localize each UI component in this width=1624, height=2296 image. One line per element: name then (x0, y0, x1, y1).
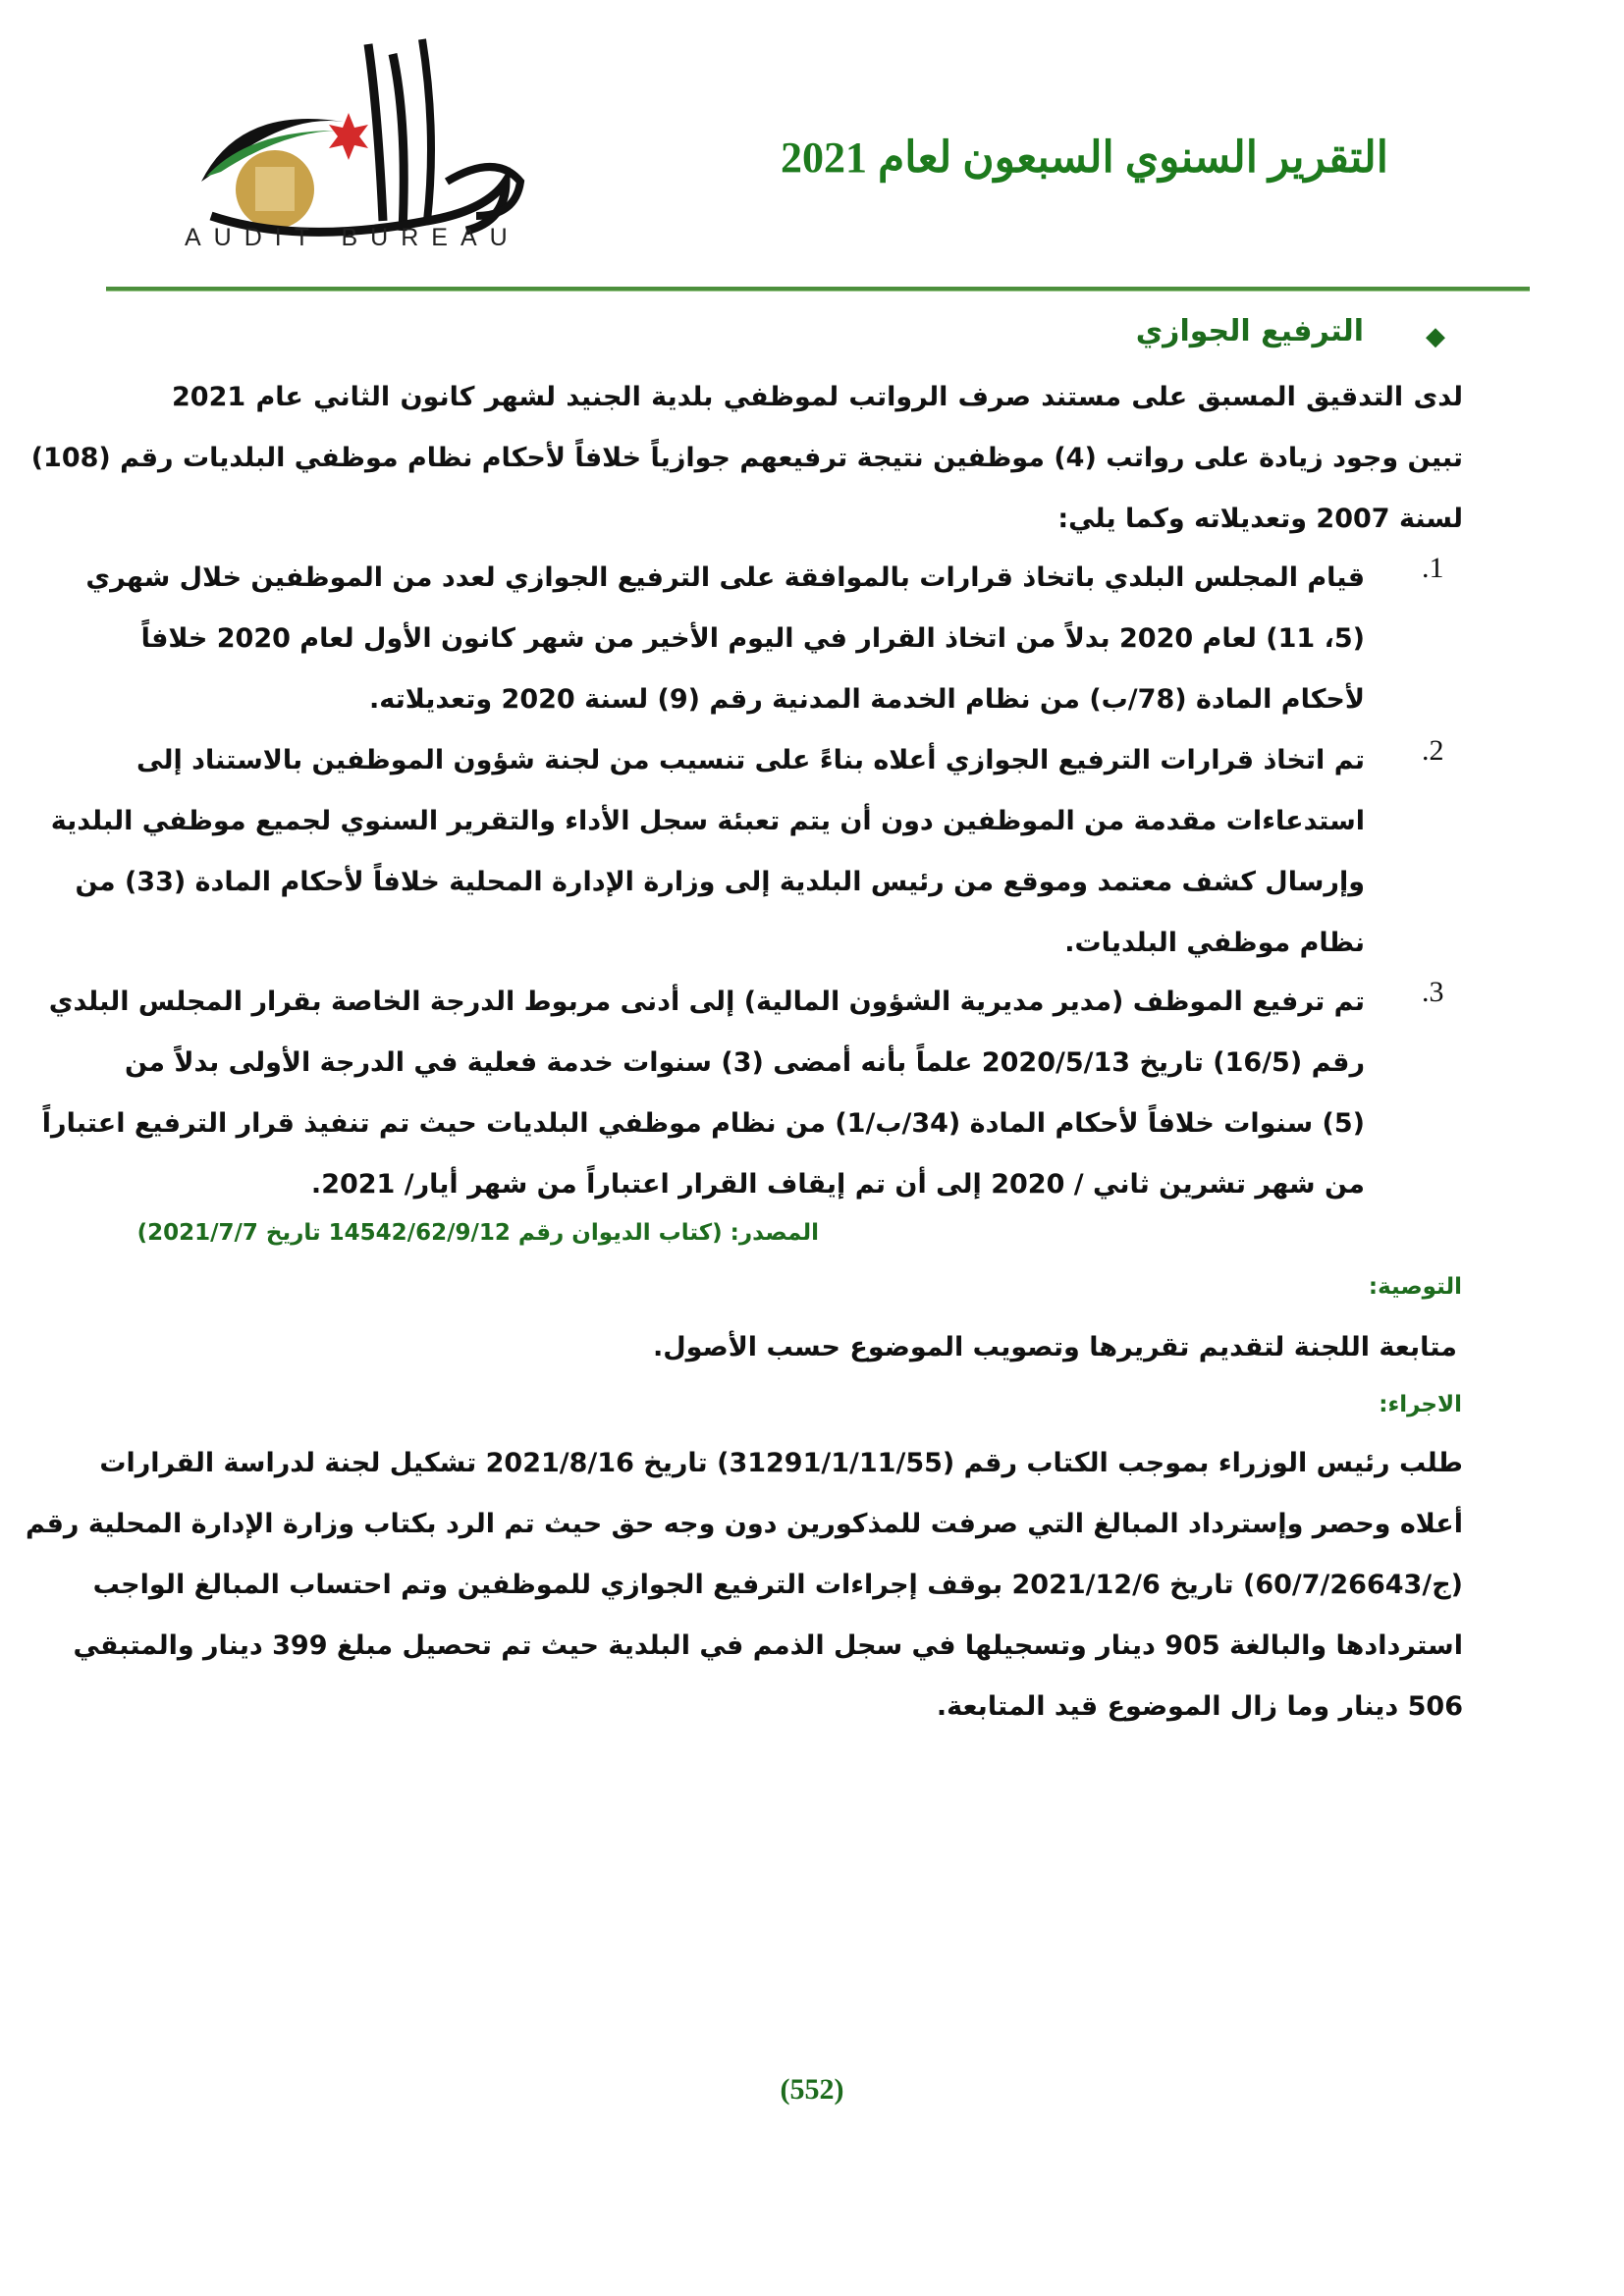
list-item (41, 972, 1365, 1215)
action-paragraph (26, 1433, 1463, 1737)
action-label: الاجراء: (1379, 1392, 1462, 1417)
logo-english-text: AUDIT BUREAU (185, 224, 520, 251)
item-line: رقم (16/5) تاريخ 2020/5/13 علماً بأنه أمضى (3) سنوات خدمة فعلية في الدرجة الأولى بدلاً من (124, 1047, 1365, 1078)
action-line: (ج/60/7/26643) تاريخ 2021/12/6 بوقف إجراءات الترفيع الجوازي للموظفين وتم احتساب المبالغ الواجب (92, 1570, 1463, 1600)
item-line: تم ترفيع الموظف (مدير مديرية الشؤون المالية) إلى أدنى مربوط الدرجة الخاصة بقرار المجلس البلدي (48, 987, 1365, 1017)
item-line: لأحكام المادة (78/ب) من نظام الخدمة المدنية رقم (9) لسنة 2020 وتعديلاته. (368, 684, 1365, 715)
item-line: قيام المجلس البلدي باتخاذ قرارات بالموافقة على الترفيع الجوازي لعدد من الموظفين خلال شهري (85, 562, 1365, 593)
action-line: استردادها والبالغة 905 دينار وتسجيلها في سجل الذمم في البلدية حيث تم تحصيل مبلغ 399 دينار والمتبقي (73, 1630, 1463, 1661)
item-line: استدعاءات مقدمة من الموظفين دون أن يتم تعبئة سجل الأداء والتقرير السنوي لجميع موظفي البلدية (50, 806, 1365, 836)
source-reference: المصدر: (كتاب الديوان رقم 14542/62/9/12 تاريخ 2021/7/7) (136, 1220, 819, 1246)
item-line: من شهر تشرين ثاني / 2020 إلى أن تم إيقاف القرار اعتباراً من شهر أيار/ 2021. (310, 1169, 1365, 1200)
action-line: أعلاه وحصر وإسترداد المبالغ التي صرفت للمذكورين دون وجه حق حيث تم الرد بكتاب وزارة الإدارة المحلية رقم (26, 1509, 1463, 1539)
item-number: .1 (1422, 552, 1444, 584)
recommendation-text: متابعة اللجنة لتقديم تقريرها وتصويب الموضوع حسب الأصول. (653, 1332, 1457, 1362)
diamond-bullet-icon: ◆ (1426, 322, 1445, 351)
recommendation-label: التوصية: (1368, 1274, 1462, 1300)
item-line: وإرسال كشف معتمد وموقع من رئيس البلدية إلى وزارة الإدارة المحلية خلافاً لأحكام المادة (33) من (75, 867, 1365, 897)
item-line: نظام موظفي البلديات. (1064, 928, 1365, 958)
action-line: طلب رئيس الوزراء بموجب الكتاب رقم (31291/1/11/55) تاريخ 2021/8/16 تشكيل لجنة لدراسة القرارات (99, 1448, 1463, 1478)
header-divider (106, 287, 1530, 292)
item-number: .2 (1422, 734, 1444, 767)
list-item (85, 548, 1365, 730)
page-number: (552) (780, 2073, 844, 2106)
item-line: (5، 11) لعام 2020 بدلاً من اتخاذ القرار في اليوم الأخير من شهر كانون الأول لعام 2020 خلافاً (140, 623, 1365, 654)
item-line: (5) سنوات خلافاً لأحكام المادة (34/ب/1) من نظام موظفي البلديات حيث تم تنفيذ قرار الترفيع اعتباراً (41, 1108, 1365, 1139)
item-number: .3 (1422, 976, 1444, 1008)
intro-line: لسنة 2007 وتعديلاته وكما يلي: (1057, 504, 1463, 534)
intro-line: تبين وجود زيادة على رواتب (4) موظفين نتيجة ترفيعهم جوازياً خلافاً لأحكام نظام موظفي البلديات رقم (108) (30, 443, 1463, 473)
item-line: تم اتخاذ قرارات الترفيع الجوازي أعلاه بناءً على تنسيب من لجنة شؤون الموظفين بالاستناد إلى (136, 745, 1365, 775)
action-line: 506 دينار وما زال الموضوع قيد المتابعة. (936, 1691, 1463, 1722)
section-heading: الترفيع الجوازي (1135, 314, 1364, 348)
intro-line: لدى التدقيق المسبق على مستند صرف الرواتب لموظفي بلدية الجنيد لشهر كانون الثاني عام 2021 (172, 382, 1463, 412)
intro-paragraph (30, 367, 1463, 550)
list-item (50, 730, 1365, 974)
report-title: التقرير السنوي السبعون لعام 2021 (780, 133, 1388, 182)
